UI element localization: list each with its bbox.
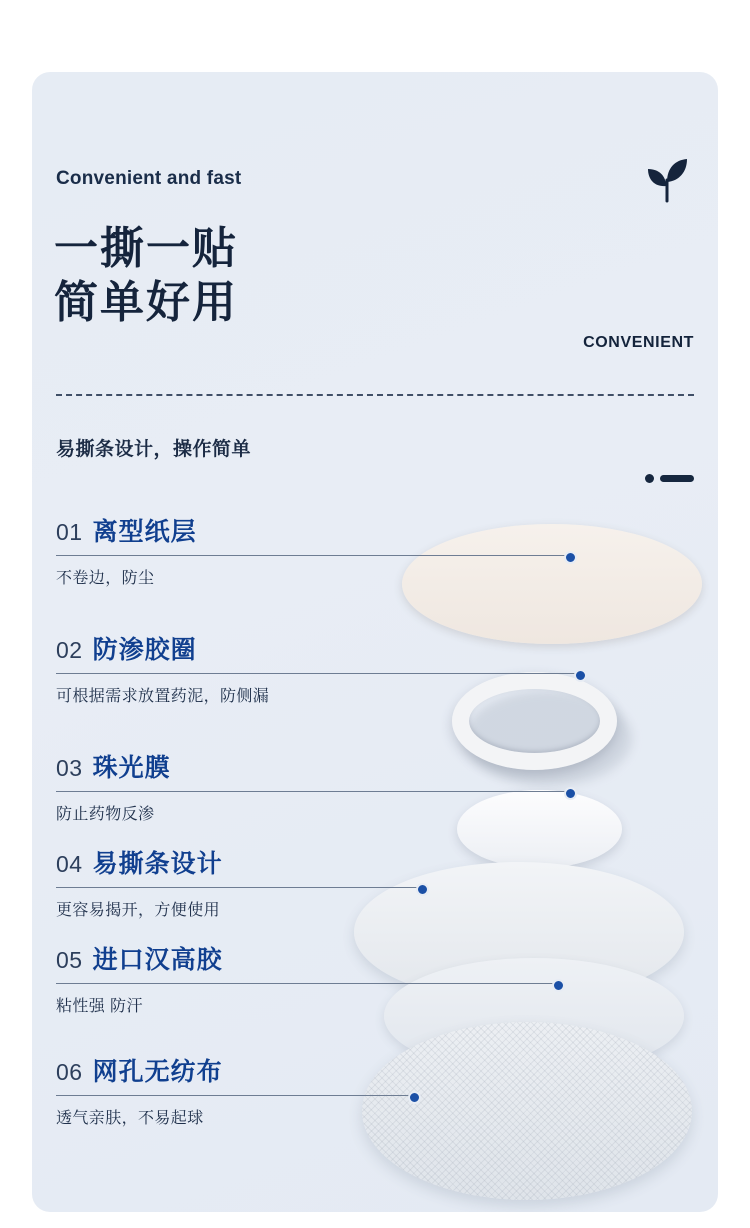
feature-heading xyxy=(56,940,696,976)
feature-title: 珠光膜 xyxy=(92,754,171,782)
feature-number: 01 xyxy=(56,519,83,545)
feature-number: 02 xyxy=(56,637,83,663)
feature-node-dot xyxy=(416,883,429,896)
product-feature-panel xyxy=(32,72,718,1212)
feature-leader-line xyxy=(56,983,564,984)
feature-description: 粘性强 防汗 xyxy=(56,998,143,1015)
panel-subheading: 易撕条设计，操作简单 xyxy=(56,439,252,460)
feature-item-03 xyxy=(56,748,696,824)
feature-node-dot xyxy=(564,551,577,564)
feature-node-dot xyxy=(552,979,565,992)
feature-leader-line xyxy=(56,887,428,888)
feature-title: 网孔无纺布 xyxy=(92,1058,223,1086)
feature-node-dot xyxy=(408,1091,421,1104)
feature-description: 不卷边，防尘 xyxy=(56,570,155,587)
headline-line-1: 一撕一贴 xyxy=(54,224,238,273)
feature-heading xyxy=(56,844,696,880)
feature-leader-line xyxy=(56,673,586,674)
feature-item-02 xyxy=(56,630,696,706)
feature-title: 进口汉高胶 xyxy=(92,946,223,974)
feature-heading xyxy=(56,1052,696,1088)
feature-heading xyxy=(56,748,696,784)
feature-node-dot xyxy=(564,787,577,800)
feature-title: 防渗胶圈 xyxy=(92,636,197,664)
feature-title: 离型纸层 xyxy=(92,518,197,546)
feature-leader-line xyxy=(56,555,576,556)
feature-item-04 xyxy=(56,844,696,920)
feature-number: 06 xyxy=(56,1059,83,1085)
feature-number: 04 xyxy=(56,851,83,877)
feature-number: 05 xyxy=(56,947,83,973)
feature-description: 更容易揭开，方便使用 xyxy=(56,902,221,919)
feature-description: 可根据需求放置药泥，防侧漏 xyxy=(56,688,270,705)
feature-item-06 xyxy=(56,1052,696,1128)
feature-heading xyxy=(56,630,696,666)
feature-item-05 xyxy=(56,940,696,1016)
headline-line-2: 简单好用 xyxy=(54,278,238,327)
feature-list xyxy=(32,72,718,1212)
feature-number: 03 xyxy=(56,755,83,781)
feature-leader-line xyxy=(56,791,576,792)
feature-heading xyxy=(56,512,696,548)
feature-title: 易撕条设计 xyxy=(92,850,223,878)
side-keyword: CONVENIENT xyxy=(583,334,694,351)
feature-item-01 xyxy=(56,512,696,588)
feature-node-dot xyxy=(574,669,587,682)
feature-leader-line xyxy=(56,1095,420,1096)
feature-description: 透气亲肤，不易起球 xyxy=(56,1110,204,1127)
feature-description: 防止药物反渗 xyxy=(56,806,155,823)
panel-eyebrow: Convenient and fast xyxy=(56,168,242,189)
